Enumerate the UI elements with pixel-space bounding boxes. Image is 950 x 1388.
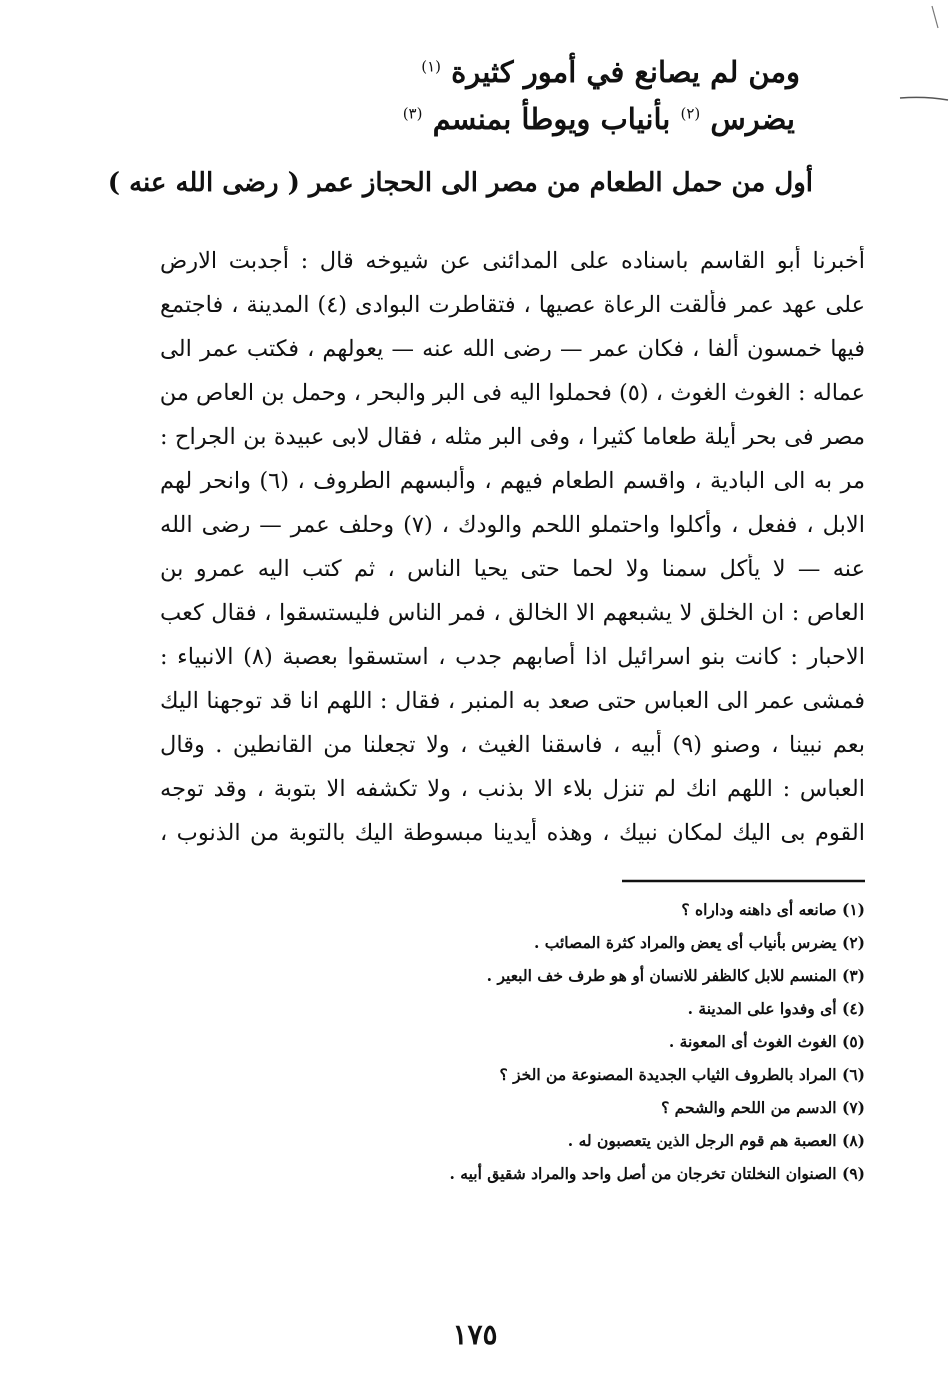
footnote: (٥) الغوث الغوث أى المعونة . [668, 1032, 865, 1051]
body-line: العباس : اللهم انك لم تنزل بلاء الا بذنب ، ولا تكشفه الا بتوبة ، وقد توجه [160, 776, 865, 802]
footnote: (٣) المنسم للابل كالظفر للانسان أو هو طرف خف البعير . [486, 966, 865, 985]
body-line: مصر فى بحر أيلة طعاما كثيرا ، وفى البر مثله ، فقال لابى عبيدة بن الجراح : [160, 424, 865, 450]
section-title: أول من حمل الطعام من مصر الى الحجاز عمر ( رضى الله عنه ) [107, 168, 813, 198]
body-line: عماله : الغوث الغوث ، (٥) فحملوا اليه فى البر والبحر ، وحمل بن العاص من [160, 380, 865, 406]
body-line: بعم نبينا ، وصنو (٩) أبيه ، فاسقنا الغيث ، ولا تجعلنا من القانطين . وقال [160, 732, 865, 758]
body-line: الابل ، ففعل ، وأكلوا واحتملو اللحم والودك ، (٧) وحلف عمر — رضى الله [160, 512, 865, 538]
footnote: (٨) العصبة هم قوم الرجل الذين يتعصبون له . [567, 1131, 865, 1150]
page-number: ١٧٥ [452, 1318, 498, 1351]
footnote: (١) صانعه أى داهنه وداراه ؟ [681, 900, 865, 919]
body-line: على عهد عمر فألقت الرعاة عصيها ، فتقاطرت البوادى (٤) المدينة ، فاجتمع [160, 292, 865, 318]
footnote: (٤) أى وفدوا على المدينة . [687, 999, 865, 1018]
footnote: (٢) يضرس بأنياب أى يعض والمراد كثرة المصائب . [533, 933, 865, 952]
verse-line-1 [421, 55, 800, 89]
body-line: القوم بى اليك لمكان نبيك ، وهذه أيدينا مبسوطة اليك بالتوبة من الذنوب ، [160, 820, 865, 846]
verse-note-2: (٢) [680, 104, 701, 123]
footnote: (٩) الصنوان النخلتان تخرجان من أصل واحد والمراد شقيق أبيه . [449, 1164, 865, 1183]
margin-mark [900, 97, 948, 100]
verse-line-2 [403, 102, 795, 136]
verse-note-1: (١) [421, 57, 441, 76]
footnote: (٧) الدسم من اللحم والشحم ؟ [661, 1098, 865, 1117]
body-line: فيها خمسون ألفا ، فكان عمر — رضى الله عنه — يعولهم ، فكتب عمر الى [160, 336, 865, 362]
margin-mark-top [932, 6, 938, 28]
body-line: العاص : ان الخلق لا يشبعهم الا الخالق ، فمر الناس فليستسقوا ، فقال كعب [160, 600, 865, 626]
verse-line-2-part-b: بأنياب ويوطأ بمنسم [432, 102, 671, 136]
body-line: أخبرنا أبو القاسم باسناده على المدائنى عن شيوخه قال : أجدبت الارض [160, 248, 865, 274]
body-line: الاحبار : كانت بنو اسرائيل اذا أصابهم جدب ، استسقوا بعصبة (٨) الانبياء : [160, 644, 865, 670]
footnote: (٦) المراد بالطروف الثياب الجديدة المصنوعة من الخز ؟ [499, 1065, 865, 1084]
verse-line-2-part-a: يضرس [710, 102, 795, 136]
body-line: فمشى عمر الى العباس حتى صعد به المنبر ، فقال : اللهم انا قد توجهنا اليك [160, 688, 865, 714]
verse-line-1-text: ومن لم يصانع في أمور كثيرة [451, 55, 800, 89]
body-line: مر به الى البادية ، واقسم الطعام فيهم ، وألبسهم الطروف ، (٦) وانحر لهم [160, 468, 865, 494]
body-line: عنه — لا يأكل سمنا ولا لحما حتى يحيا الناس ، ثم كتب اليه عمرو بن [160, 556, 865, 582]
verse-note-3: (٣) [402, 104, 423, 123]
